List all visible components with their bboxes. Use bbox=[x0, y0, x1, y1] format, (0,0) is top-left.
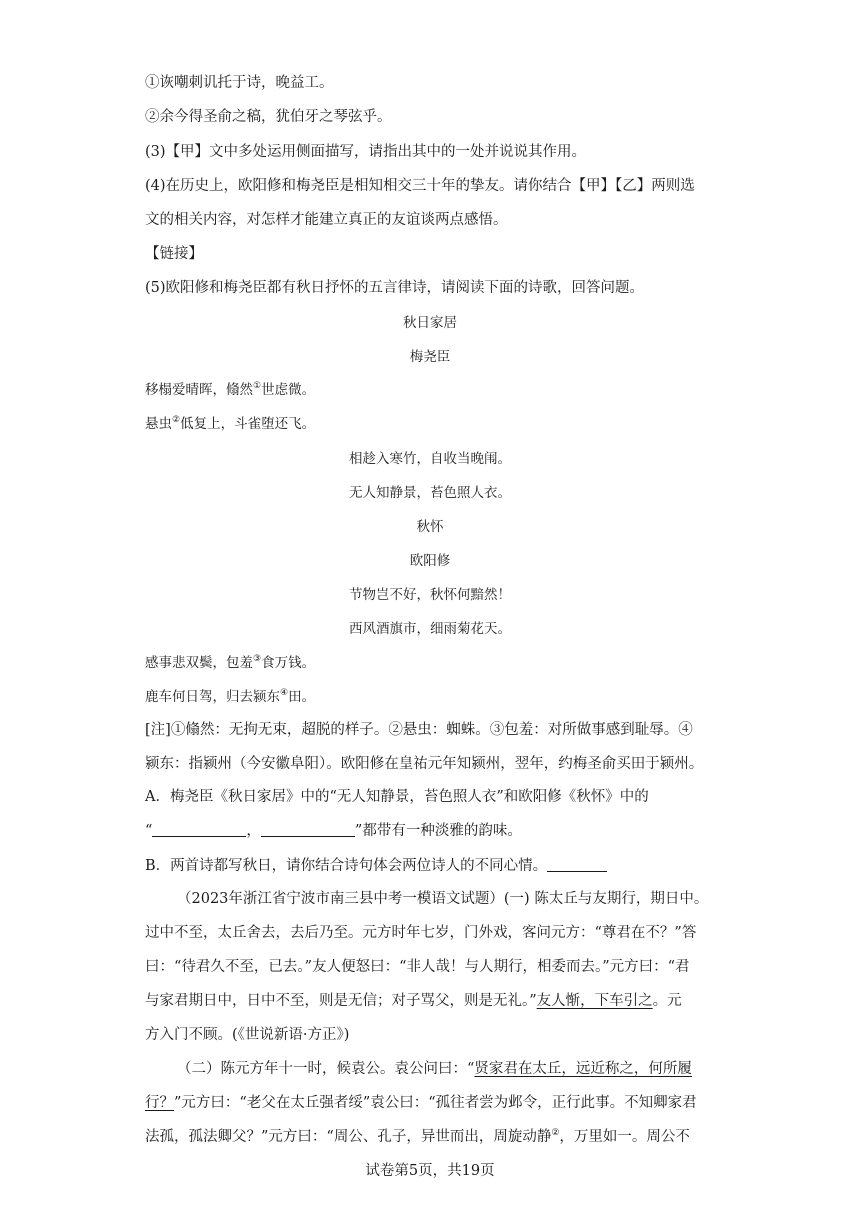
poem1-line3: 相趁入寒竹，自收当晚闱。 bbox=[349, 451, 511, 467]
text-line: ①诙嘲刺讥托于诗，晚益工。 bbox=[145, 75, 334, 91]
question-4: (4)在历史上，欧阳修和梅尧臣是相知相交三十年的挚友。请你结合【甲】【乙】两则选 bbox=[145, 178, 695, 194]
passage1-line5: 方入门不顾。(《世说新语·方正》) bbox=[145, 1027, 350, 1043]
answer-blank-3[interactable] bbox=[547, 857, 607, 872]
question-5: (5)欧阳修和梅尧臣都有秋日抒怀的五言律诗，请阅读下面的诗歌，回答问题。 bbox=[145, 280, 645, 296]
passage2-line2: 行？”元方曰：“老父在太丘强者绥”袁公曰：“孤往者尝为邺令，正行此事。不知卿家君 bbox=[145, 1095, 697, 1111]
footnote-marker: ④ bbox=[280, 688, 289, 698]
passage1-line2: 过中不至，太丘舍去，去后乃至。元方时年七岁，门外戏，客问元方：“尊君在不？”答 bbox=[145, 925, 697, 941]
footnote-marker: ③ bbox=[253, 654, 262, 664]
passage1-line3: 曰：“待君久不至，已去。”友人便怒曰：“非人哉！与人期行，相委而去。”元方曰：“君 bbox=[145, 959, 690, 975]
underlined-sentence: 友人惭，下车引之 bbox=[536, 993, 653, 1009]
passage1-line4: 与家君期日中，日中不至，则是无信；对子骂父，则是无礼。”友人惭，下车引之。元 bbox=[145, 993, 682, 1009]
footnote-marker: ② bbox=[172, 415, 181, 425]
question-3: (3)【甲】文中多处运用侧面描写，请指出其中的一处并说说其作用。 bbox=[145, 144, 587, 160]
underlined-sentence: 贤家君在太丘，远近称之，何所履 bbox=[474, 1061, 692, 1077]
poem2-line2: 西风酒旗市，细雨菊花天。 bbox=[349, 621, 511, 637]
poem2-line4: 鹿车何日驾，归去颍东④田。 bbox=[145, 688, 316, 705]
underlined-sentence: 行？ bbox=[145, 1095, 174, 1111]
answer-blank-1[interactable] bbox=[152, 822, 246, 837]
page-footer: 试卷第5页，共19页 bbox=[365, 1163, 495, 1179]
question-4-continued: 文的相关内容，对怎样才能建立真正的友谊谈两点感悟。 bbox=[145, 212, 508, 228]
question-a: A．梅尧臣《秋日家居》中的“无人知静景，苔色照人衣”和欧阳修《秋怀》中的 bbox=[145, 789, 649, 805]
poem2-line1: 节物岂不好，秋怀何黯然！ bbox=[349, 587, 511, 603]
footnote-marker: ① bbox=[253, 381, 262, 391]
answer-blank-2[interactable] bbox=[261, 822, 355, 837]
poem1-line4: 无人知静景，苔色照人衣。 bbox=[349, 485, 511, 501]
poem2-title: 秋怀 bbox=[416, 519, 444, 535]
footnote-marker: ② bbox=[551, 1128, 560, 1138]
poem1-line2: 悬虫②低复上，斗雀堕还飞。 bbox=[145, 415, 316, 432]
poem2-line3: 感事悲双鬓，包羞③食万钱。 bbox=[145, 654, 316, 671]
question-b: B．两首诗都写秋日，请你结合诗句体会两位诗人的不同心情。 bbox=[145, 856, 607, 876]
question-a-blanks: “ ， ”都带有一种淡雅的韵味。 bbox=[145, 823, 522, 839]
notes-line1: [注]①翛然：无拘无束，超脱的样子。②悬虫：蜘蛛。③包羞：对所做事感到耻辱。④ bbox=[145, 722, 693, 738]
passage1-line1: （2023年浙江省宁波市南三县中考一模语文试题）(一) 陈太丘与友期行，期日中。 bbox=[177, 891, 709, 907]
passage2-line1: （二）陈元方年十一时，候袁公。袁公问曰：“贤家君在太丘，远近称之，何所履 bbox=[177, 1061, 692, 1077]
notes-line2: 颍东：指颍州（今安徽阜阳）。欧阳修在皇祐元年知颍州，翌年，约梅圣俞买田于颍州。 bbox=[145, 756, 704, 772]
poem1-title: 秋日家居 bbox=[403, 315, 457, 331]
poem1-line1: 移榻爱晴晖，翛然①世虑微。 bbox=[145, 381, 316, 398]
link-heading: 【链接】 bbox=[145, 246, 203, 262]
poem2-author: 欧阳修 bbox=[409, 553, 451, 569]
poem1-author: 梅尧臣 bbox=[409, 349, 451, 365]
passage2-line3: 法孤，孤法卿父？”元方曰：“周公、孔子，异世而出，周旋动静②，万里如一。周公不 bbox=[145, 1128, 690, 1145]
text-line: ②余今得圣俞之稿，犹伯牙之琴弦乎。 bbox=[145, 109, 392, 125]
